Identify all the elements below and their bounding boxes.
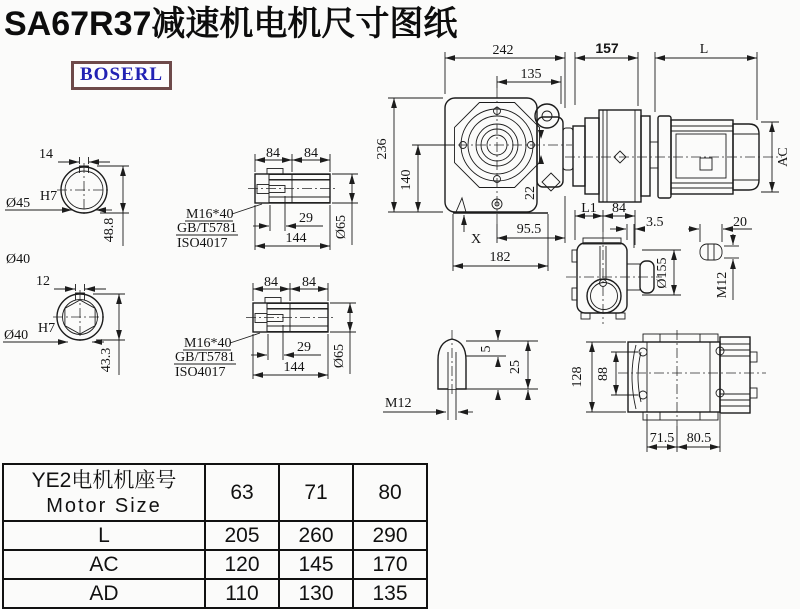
cell-AD-63: 110: [205, 579, 279, 608]
dim-84b: 84: [304, 146, 318, 161]
shaft-end-detail: [383, 330, 538, 420]
dim-128: 128: [570, 366, 585, 388]
dim-L: L: [699, 42, 709, 57]
dim-dia65-b: Ø65: [332, 343, 347, 369]
dim-80-5: 80.5: [686, 431, 712, 446]
label-bore-tol-top: H7: [40, 189, 58, 204]
dim-157: 157: [595, 40, 619, 56]
cell-AC-63: 120: [205, 550, 279, 579]
mark-x: X: [471, 232, 482, 247]
dim-M12-side: M12: [715, 271, 730, 299]
dim-depth-bottom: 43.3: [99, 347, 114, 373]
dim-135: 135: [520, 67, 542, 82]
mounting-tab: [700, 244, 722, 260]
label-bore-top: Ø45: [6, 196, 31, 211]
gearbox-front-view: [375, 43, 573, 271]
table-row: [3, 521, 427, 550]
dim-84-side: 84: [612, 201, 626, 216]
dim-dia155: Ø155: [655, 257, 670, 289]
cell-L-63: 205: [205, 521, 279, 550]
hollow-shaft-section-top: [5, 147, 129, 267]
dim-84b-b: 84: [302, 275, 316, 290]
cell-AC-80: 170: [353, 550, 427, 579]
dim-140: 140: [399, 169, 414, 191]
table-header-en: Motor Size: [46, 494, 162, 517]
label-std1: GB/T5781: [177, 221, 237, 236]
gearbox-side-view: [566, 201, 752, 324]
dim-dia65: Ø65: [334, 214, 349, 240]
label-bore-bottom: Ø40: [4, 328, 29, 343]
row-label-AC: AC: [3, 550, 205, 579]
page-title: SA67R37减速机电机尺寸图纸: [4, 5, 458, 43]
dim-20: 20: [733, 215, 747, 230]
label-std1-b: GB/T5781: [175, 350, 235, 365]
dim-144-b: 144: [283, 360, 305, 375]
dim-84a: 84: [266, 146, 280, 161]
table-size-71: 71: [279, 464, 353, 521]
dim-71-5: 71.5: [649, 431, 675, 446]
dim-AC: AC: [776, 147, 791, 167]
table-row: [3, 579, 427, 608]
dim-182: 182: [489, 250, 511, 265]
cell-L-80: 290: [353, 521, 427, 550]
dim-key-width-bottom: 12: [36, 274, 50, 289]
dim-29: 29: [299, 211, 313, 226]
dim-key-width-top: 14: [39, 147, 53, 162]
row-label-L: L: [3, 521, 205, 550]
hollow-shaft-section-bottom: [3, 274, 125, 375]
sleeve-shaft-bottom: [174, 275, 356, 380]
sleeve-shaft-top: [176, 146, 358, 251]
dim-22: 22: [523, 186, 538, 200]
cell-L-71: 260: [279, 521, 353, 550]
dim-3-5: 3.5: [646, 215, 664, 230]
boserl-logo: BOSERL: [71, 61, 172, 90]
dim-242: 242: [492, 43, 514, 58]
table-row: [3, 550, 427, 579]
dim-144: 144: [285, 231, 307, 246]
gearbox-bottom-view: [570, 330, 766, 452]
label-bolt-b: M16*40: [184, 336, 232, 351]
dim-95-5: 95.5: [516, 222, 542, 237]
dim-depth-top: 48.8: [102, 217, 117, 243]
dim-L1: L1: [581, 201, 597, 216]
cell-AC-71: 145: [279, 550, 353, 579]
label-std2-b: ISO4017: [175, 365, 226, 380]
label-std2: ISO4017: [177, 236, 228, 251]
label-M12-key: M12: [385, 396, 412, 411]
motor-side-view: [565, 40, 791, 202]
label-bolt: M16*40: [186, 207, 234, 222]
cell-AD-80: 135: [353, 579, 427, 608]
table-header-cn: YE2电机机座号: [31, 468, 177, 492]
dim-236: 236: [375, 138, 390, 160]
dim-84a-b: 84: [264, 275, 278, 290]
table-size-63: 63: [205, 464, 279, 521]
table-row: [3, 464, 427, 521]
label-outer-dia: Ø40: [6, 252, 31, 267]
cell-AD-71: 130: [279, 579, 353, 608]
table-size-80: 80: [353, 464, 427, 521]
dim-5: 5: [479, 345, 494, 353]
dim-29-b: 29: [297, 340, 311, 355]
row-label-AD: AD: [3, 579, 205, 608]
motor-size-table: [2, 463, 428, 609]
dim-25: 25: [508, 360, 523, 374]
dim-88: 88: [596, 367, 611, 381]
oil-plug: [542, 173, 560, 191]
label-bore-tol-bottom: H7: [38, 321, 56, 336]
foot-anchor: [456, 198, 466, 212]
